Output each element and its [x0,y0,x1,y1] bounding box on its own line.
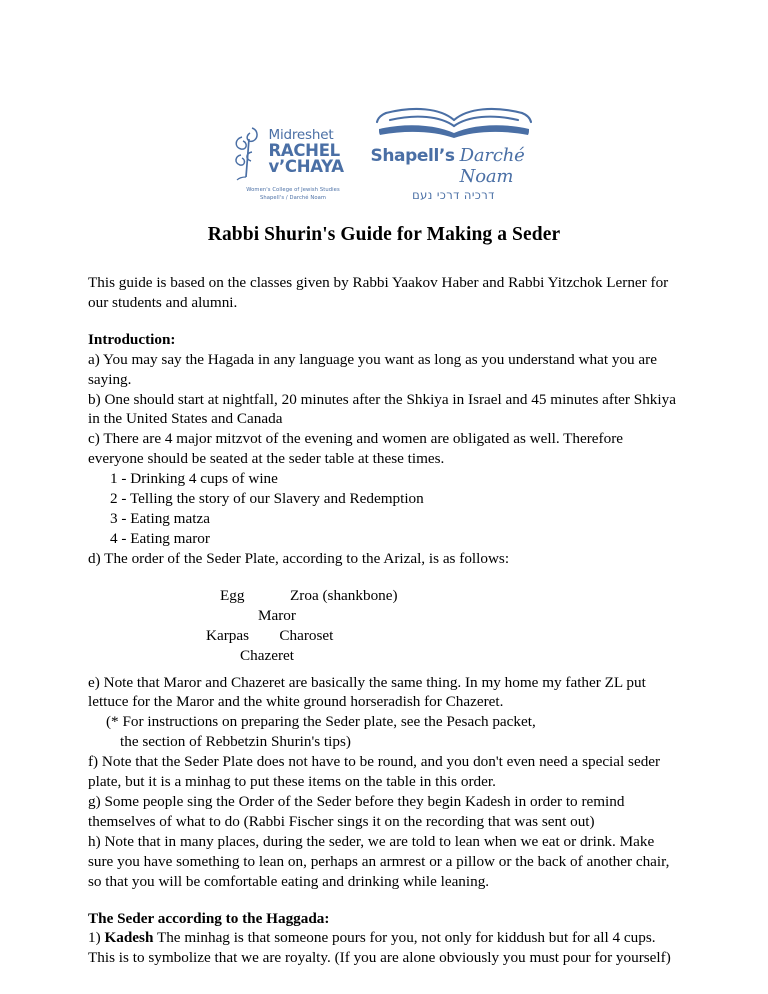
logo-right-name-bold: Shapell’s [370,146,455,166]
mitzvah-list-item: 4 - Eating maror [110,529,210,547]
sprout-icon [232,125,266,183]
page-title: Rabbi Shurin's Guide for Making a Seder [207,224,561,245]
logo-left-subtitle-2: Shapell's / Darché Noam [259,194,327,201]
intro-paragraph: This guide is based on the classes given by Rabbi Yaakov Haber and Rabbi Yitzchok Lerner for our students and alumni. [88,274,669,311]
shapells-darche-noam-logo [371,104,537,202]
introduction-item-g: g) Some people sing the Order of the Seder before they begin Kadesh in order to remind themselves of what to do (Rabbi Fischer sings it on the recording that was sent out) [88,793,625,830]
introduction-item-b: b) One should start at nightfall, 20 minutes after the Shkiya in Israel and 45 minutes after Shkiya in the United States and Canada [88,390,676,428]
open-book-icon [374,104,534,144]
introduction-item-h: h) Note that in many places, during the seder, we are told to lean when we eat or drink. Make sure you have something to lean on, perhaps an armrest or a pillow or the back of another chair, so that you will be comfortable eating and drinking while leaning. [88,832,670,890]
letterhead-logos [0,0,768,202]
logo-left-line3: v’CHAYA [268,157,344,177]
introduction-item-a: a) You may say the Hagada in any language you want as long as you understand what you are saying. [88,350,657,388]
mitzvah-list-item: 3 - Eating matza [110,509,210,527]
mitzvah-list-item: 2 - Telling the story of our Slavery and Redemption [110,490,424,508]
seder-step-1-number: 1) [88,929,101,947]
seder-plate-row-2: Maror [258,606,296,624]
seder-step-1-term: Kadesh [104,929,154,947]
seder-section-heading: The Seder according to the Haggada: [88,909,330,927]
logo-left-line1: Midreshet [268,126,334,143]
introduction-item-d: d) The order of the Seder Plate, according to the Arizal, is as follows: [88,549,510,567]
logo-right-name-italic: Darché Noam [459,145,525,187]
seder-plate-row-1: Egg Zroa (shankbone) [220,586,398,604]
logo-left-subtitle-1: Women's College of Jewish Studies [246,186,340,193]
seder-plate-arrangement [88,586,680,667]
introduction-item-c: c) There are 4 major mitzvot of the evening and women are obligated as well. Therefore everyone should be seated at the seder table at these times. [88,430,624,468]
seder-step-1 [88,928,680,968]
seder-plate-row-4: Chazeret [240,647,294,665]
mitzvah-list-item: 1 - Drinking 4 cups of wine [110,470,278,488]
pesach-packet-note-line-1: (* For instructions on preparing the Seder plate, see the Pesach packet, [106,713,536,731]
pesach-packet-note-line-2: the section of Rebbetzin Shurin's tips) [120,733,351,751]
introduction-item-e: e) Note that Maror and Chazeret are basically the same thing. In my home my father ZL put lettuce for the Maror and the white ground horseradish for Chazeret. [88,673,646,711]
logo-right-hebrew: דרכיה דרכי נעם [412,188,495,202]
seder-step-1-text: The minhag is that someone pours for you, not only for kiddush but for all 4 cups. This is to symbolize that we are royalty. (If you are alone obviously you must pour for yourself) [88,929,671,967]
introduction-heading: Introduction: [88,330,176,348]
document-body [0,224,768,968]
midreshet-rachel-vchaya-logo [232,125,355,202]
introduction-item-f: f) Note that the Seder Plate does not have to be round, and you don't even need a special seder plate, but it is a minhag to put these items on the table in this order. [88,753,661,791]
logo-left-line2: RACHEL [268,140,340,160]
seder-plate-row-3: Karpas Charoset [206,627,334,645]
